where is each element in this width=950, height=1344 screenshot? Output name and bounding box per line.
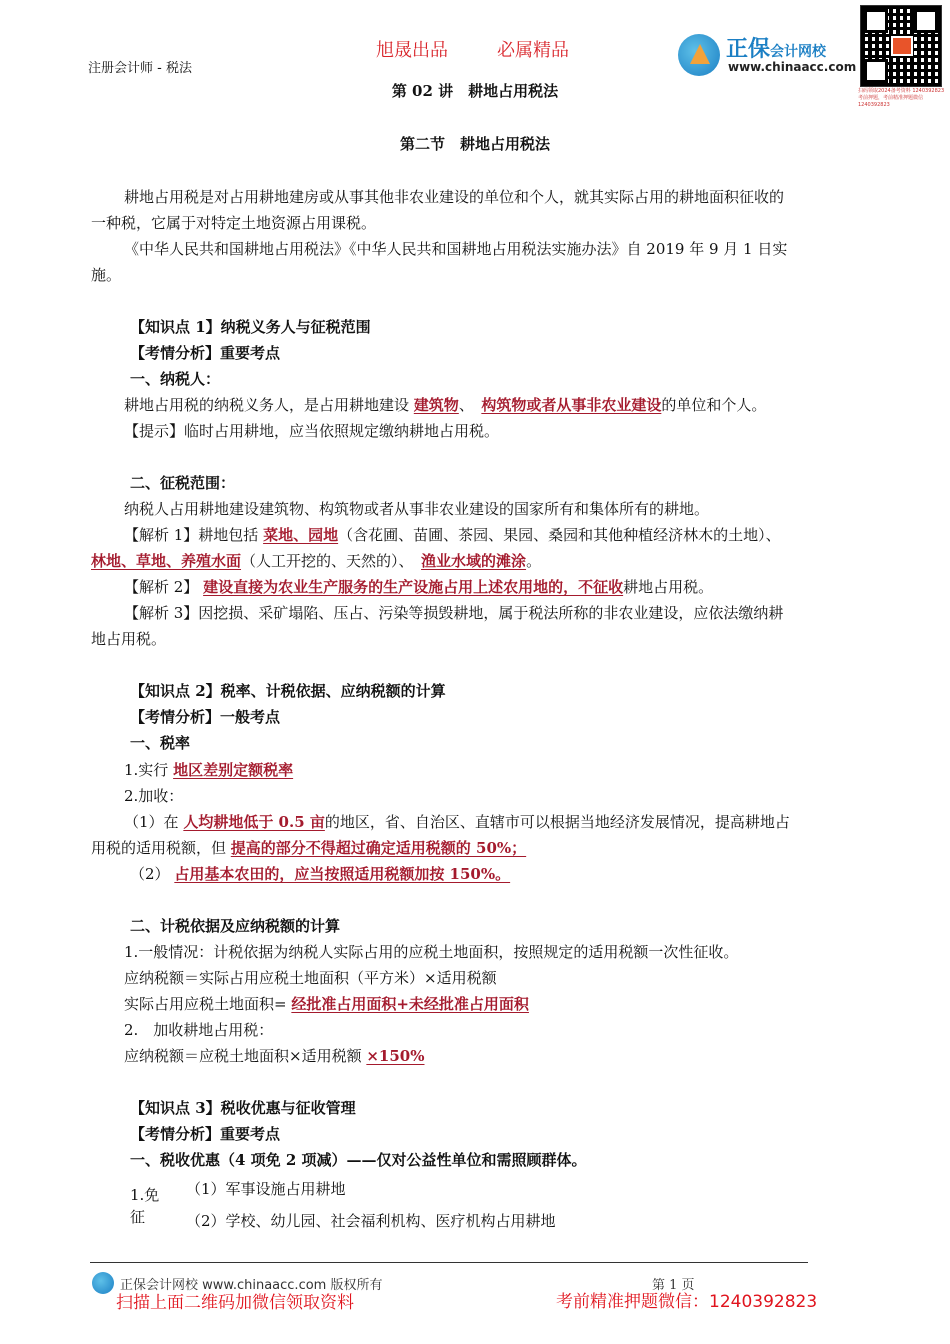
footer-copyright: 正保会计网校 www.chinaacc.com 版权所有 <box>120 1278 383 1293</box>
k2-rate-1: 1.实行 地区差别定额税率 <box>124 761 294 779</box>
k3-exempt-label-2: 征 <box>130 1208 146 1226</box>
k2-section-2: 二、计税依据及应纳税额的计算 <box>130 917 341 935</box>
k3-exempt-item-1: （1）军事设施占用耕地 <box>186 1180 346 1198</box>
k1-analysis-3a: 【解析 3】因挖损、采矿塌陷、压占、污染等损毁耕地，属于税法所称的非农业建设，应依法缴纳耕 <box>124 604 784 622</box>
k3-exempt-item-2: （2）学校、幼儿园、社会福利机构、医疗机构占用耕地 <box>186 1212 556 1230</box>
k1-taxpayer-text: 耕地占用税的纳税义务人，是占用耕地建设 建筑物、 构筑物或者从事非农业建设的单位和个人。 <box>124 396 767 414</box>
k1-analysis-3b: 地占用税。 <box>91 630 167 648</box>
document-subject: 注册会计师 - 税法 <box>88 61 192 76</box>
k1-title: 【知识点 1】纳税义务人与征税范围 <box>130 318 371 336</box>
k1-tip: 【提示】临时占用耕地，应当依照规定缴纳耕地占用税。 <box>124 422 500 440</box>
k2-calc-2: 应纳税额＝实际占用应税土地面积（平方米）×适用税额 <box>124 969 497 987</box>
slogan-right: 必属精品 <box>497 40 569 61</box>
k2-calc-5: 应纳税额＝应税土地面积×适用税额 ×150% <box>124 1047 425 1065</box>
logo-url: www.chinaacc.com <box>728 60 857 74</box>
k2-calc-1: 1.一般情况：计税依据为纳税人实际占用的应税土地面积，按照规定的适用税额一次性征收。 <box>124 943 739 961</box>
k3-exempt-label-1: 1.免 <box>130 1186 160 1204</box>
intro-paragraph-1b: 一种税，它属于对特定土地资源占用课税。 <box>91 214 377 232</box>
qr-note: 扫码领取2024备考资料 1240392823 考前押题，考前精准押题微信 1240392823 <box>858 88 945 108</box>
qr-code-icon <box>860 5 942 87</box>
k3-title: 【知识点 3】税收优惠与征收管理 <box>130 1099 356 1117</box>
k2-section-1: 一、税率 <box>130 734 191 752</box>
footer-divider <box>90 1262 808 1263</box>
k2-rate-4: 用税的适用税额，但 提高的部分不得超过确定适用税额的 50%； <box>91 839 527 857</box>
k1-analysis-1-cont: 林地、草地、养殖水面（人工开挖的、天然的）、 渔业水域的滩涂。 <box>91 552 542 570</box>
intro-paragraph-2b: 施。 <box>91 266 122 284</box>
footer-page-number: 第 1 页 <box>652 1278 695 1293</box>
lecture-title: 第 02 讲 耕地占用税法 <box>391 82 559 100</box>
intro-paragraph-1a: 耕地占用税是对占用耕地建房或从事其他非农业建设的单位和个人，就其实际占用的耕地面积征收的 <box>124 188 785 206</box>
intro-paragraph-2a: 《中华人民共和国耕地占用税法》《中华人民共和国耕地占用税法实施办法》自 2019 年 9 月 1 日实 <box>124 240 788 258</box>
k1-scope: 纳税人占用耕地建设建筑物、构筑物或者从事非农业建设的国家所有和集体所有的耕地。 <box>124 500 710 518</box>
footer-logo-icon <box>92 1272 114 1294</box>
k1-analysis-1: 【解析 1】耕地包括 菜地、园地（含花圃、苗圃、茶园、果园、桑园和其他种植经济林木的土地）、 <box>124 526 781 544</box>
k2-analysis: 【考情分析】一般考点 <box>130 708 281 726</box>
k2-rate-5: （2） 占用基本农田的，应当按照适用税额加按 150%。 <box>130 865 511 883</box>
k1-analysis-2: 【解析 2】 建设直接为农业生产服务的生产设施占用上述农用地的，不征收耕地占用税。 <box>124 578 714 596</box>
slogan-left: 旭晟出品 <box>376 40 448 61</box>
section-title: 第二节 耕地占用税法 <box>399 135 550 153</box>
k3-section-1: 一、税收优惠（4 项免 2 项减）——仅对公益性单位和需照顾群体。 <box>130 1151 587 1169</box>
promo-left: 扫描上面二维码加微信领取资料 <box>116 1293 354 1313</box>
k1-analysis: 【考情分析】重要考点 <box>130 344 281 362</box>
k2-rate-3: （1）在 人均耕地低于 0.5 亩的地区，省、自治区、直辖市可以根据当地经济发展情况，提高耕地占 <box>124 813 790 831</box>
brand-logo <box>678 30 858 80</box>
k2-rate-2: 2.加收： <box>124 787 184 805</box>
k1-section-1: 一、纳税人： <box>130 370 221 388</box>
k1-section-2: 二、征税范围： <box>130 474 236 492</box>
k2-title: 【知识点 2】税率、计税依据、应纳税额的计算 <box>130 682 446 700</box>
promo-right: 考前精准押题微信：1240392823 <box>556 1292 818 1312</box>
k2-calc-4: 2. 加收耕地占用税： <box>124 1021 274 1039</box>
logo-name: 正保会计网校 <box>726 37 827 62</box>
logo-mark-icon <box>678 34 720 76</box>
k3-analysis: 【考情分析】重要考点 <box>130 1125 281 1143</box>
k2-calc-3: 实际占用应税土地面积= 经批准占用面积+未经批准占用面积 <box>124 995 529 1013</box>
